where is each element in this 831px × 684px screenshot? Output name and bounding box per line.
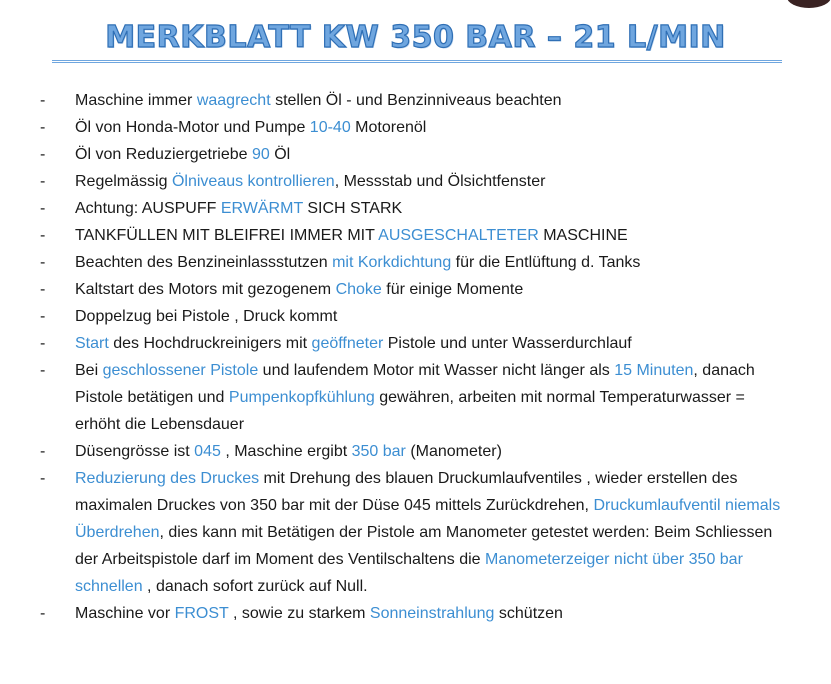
highlighted-text: AUSGESCHALTETER: [378, 227, 539, 244]
item-text: , dies kann mit Betätigen der Pistole am Manometer getestet werden: Beim Schliessen der Arbeitspistole darf im Moment des Ventilschaltens die: [75, 524, 773, 568]
item-text: , danach Pistole betätigen und: [75, 362, 755, 406]
list-item: [0, 357, 831, 438]
list-item: [0, 330, 831, 357]
bullet-dash: -: [40, 173, 46, 190]
list-item: [0, 249, 831, 276]
item-text: und laufendem Motor mit Wasser nicht länger als: [258, 362, 615, 379]
list-item: [0, 276, 831, 303]
highlighted-text: 350 bar: [351, 443, 406, 460]
list-item: [0, 303, 831, 330]
highlighted-text: Sonneinstrahlung: [369, 605, 495, 622]
item-text: , sowie zu starkem: [228, 605, 370, 622]
item-text: Pistole und unter Wasserdurchlauf: [383, 335, 632, 352]
item-text: MASCHINE: [538, 227, 628, 244]
highlighted-text: FROST: [174, 605, 229, 622]
item-text: Maschine vor: [75, 605, 175, 622]
instruction-list: [0, 87, 831, 627]
item-text: Öl von Reduziergetriebe: [75, 146, 252, 163]
bullet-dash: -: [40, 308, 46, 325]
item-text: Regelmässig: [75, 173, 172, 190]
list-item: [0, 141, 831, 168]
item-text: Bei: [75, 362, 103, 379]
item-text: für die Entlüftung d. Tanks: [451, 254, 641, 271]
bullet-dash: -: [40, 119, 46, 136]
highlighted-text: Choke: [335, 281, 382, 298]
item-text: , Maschine ergibt: [220, 443, 352, 460]
title-underline: [52, 60, 782, 63]
item-text: Düsengrösse ist: [75, 443, 195, 460]
item-text: schützen: [494, 605, 563, 622]
item-text: SICH STARK: [302, 200, 403, 217]
list-item: [0, 195, 831, 222]
item-text: des Hochdruckreinigers mit: [108, 335, 312, 352]
list-item: [0, 438, 831, 465]
highlighted-text: 90: [251, 146, 270, 163]
list-item: [0, 465, 831, 600]
highlighted-text: Ölniveaus kontrollieren: [171, 173, 335, 190]
item-text: Doppelzug bei Pistole , Druck kommt: [75, 308, 338, 325]
item-text: Beachten des Benzineinlassstutzen: [75, 254, 333, 271]
highlighted-text: Pumpenkopfkühlung: [228, 389, 375, 406]
corner-mark: [787, 0, 831, 8]
item-text: , danach sofort zurück auf Null.: [142, 578, 368, 595]
item-text: stellen Öl - und Benzinniveaus beachten: [270, 92, 562, 109]
item-text: Öl von Honda-Motor und Pumpe: [75, 119, 310, 136]
highlighted-text: 15 Minuten: [614, 362, 694, 379]
list-item: [0, 600, 831, 627]
bullet-dash: -: [40, 146, 46, 163]
bullet-dash: -: [40, 335, 46, 352]
item-text: , Messstab und Ölsichtfenster: [334, 173, 546, 190]
bullet-dash: -: [40, 470, 46, 487]
highlighted-text: mit Korkdichtung: [332, 254, 452, 271]
highlighted-text: Manometerzeiger nicht über 350 bar schnellen: [75, 551, 743, 595]
highlighted-text: 10-40: [309, 119, 351, 136]
list-item: [0, 168, 831, 195]
bullet-dash: -: [40, 92, 46, 109]
highlighted-text: waagrecht: [196, 92, 271, 109]
highlighted-text: ERWÄRMT: [220, 200, 303, 217]
bullet-dash: -: [40, 443, 46, 460]
list-item: [0, 114, 831, 141]
bullet-dash: -: [40, 281, 46, 298]
item-text: mit Drehung des blauen Druckumlaufventiles , wieder erstellen des maximalen Druckes von 350 bar mit der Düse 045 mittels Zurückdrehen,: [75, 470, 738, 514]
item-text: Achtung: AUSPUFF: [75, 200, 221, 217]
bullet-dash: -: [40, 605, 46, 622]
list-item: [0, 222, 831, 249]
highlighted-text: 045: [194, 443, 221, 460]
item-text: Öl: [269, 146, 291, 163]
list-item: [0, 87, 831, 114]
highlighted-text: geschlossener Pistole: [102, 362, 259, 379]
item-text: Maschine immer: [75, 92, 197, 109]
highlighted-text: Start: [75, 335, 109, 352]
highlighted-text: Druckumlaufventil niemals Überdrehen: [75, 497, 781, 541]
item-text: Motorenöl: [350, 119, 427, 136]
bullet-dash: -: [40, 254, 46, 271]
bullet-dash: -: [40, 227, 46, 244]
item-text: für einige Momente: [381, 281, 524, 298]
bullet-dash: -: [40, 200, 46, 217]
bullet-dash: -: [40, 362, 46, 379]
highlighted-text: Reduzierung des Druckes: [75, 470, 260, 487]
document-title: MERKBLATT KW 350 BAR – 21 L/MIN: [105, 20, 726, 55]
item-text: gewähren, arbeiten mit normal Temperaturwasser = erhöht die Lebensdauer: [75, 389, 745, 433]
highlighted-text: geöffneter: [311, 335, 384, 352]
item-text: TANKFÜLLEN MIT BLEIFREI IMMER MIT: [75, 227, 379, 244]
item-text: (Manometer): [405, 443, 502, 460]
item-text: Kaltstart des Motors mit gezogenem: [75, 281, 336, 298]
